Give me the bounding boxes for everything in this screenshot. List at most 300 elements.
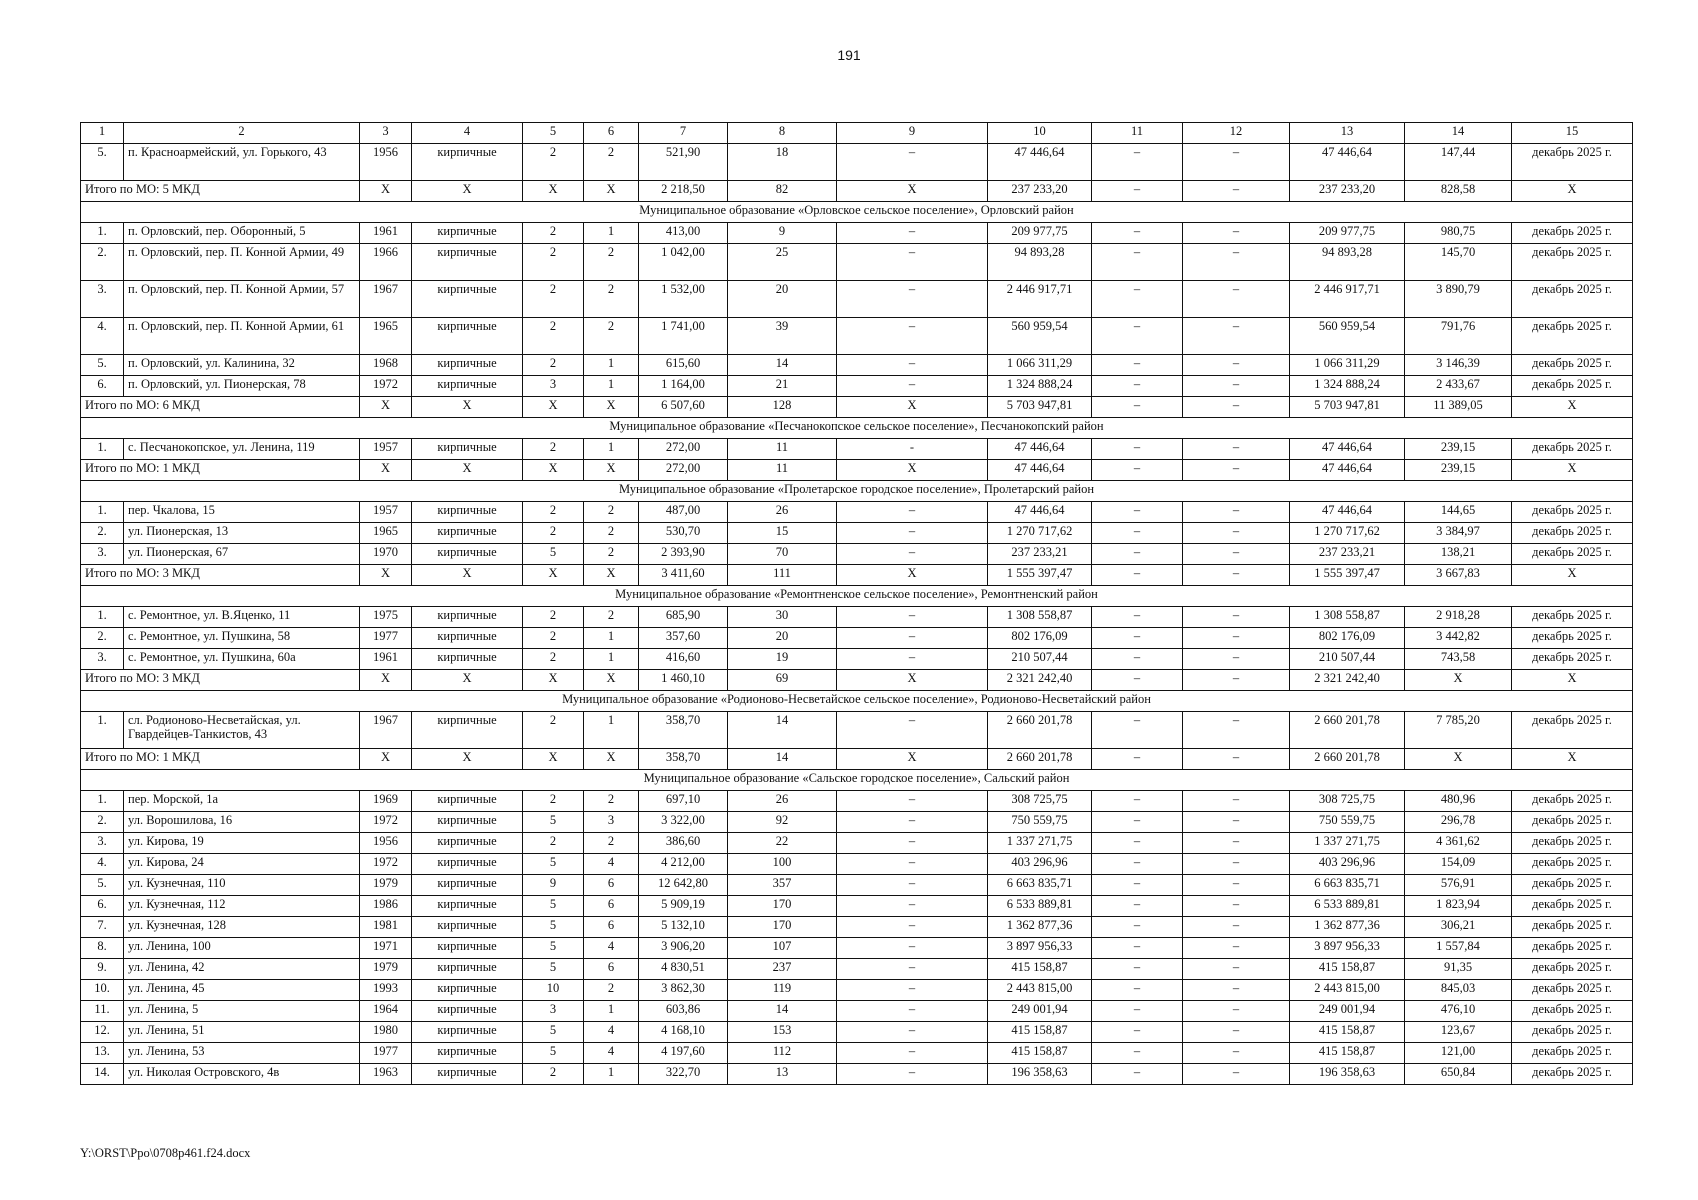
table-cell: 30 [728, 607, 837, 628]
table-cell: 237 233,21 [988, 544, 1092, 565]
table-cell: 145,70 [1405, 244, 1512, 281]
table-cell: 6 [584, 875, 639, 896]
table-cell: – [1092, 544, 1183, 565]
table-body [81, 123, 1633, 1085]
table-cell: – [1183, 318, 1290, 355]
table-cell: 210 507,44 [1290, 649, 1405, 670]
table-cell: 750 559,75 [1290, 812, 1405, 833]
address-cell: п. Орловский, ул. Пионерская, 78 [124, 376, 360, 397]
table-cell: 1 270 717,62 [1290, 523, 1405, 544]
total-cell: 47 446,64 [1290, 460, 1405, 481]
table-cell: декабрь 2025 г. [1512, 712, 1633, 749]
table-row [81, 544, 1633, 565]
table-cell: 603,86 [639, 1001, 728, 1022]
row-number: 1. [81, 502, 124, 523]
table-row [81, 1043, 1633, 1064]
table-cell: 3 442,82 [1405, 628, 1512, 649]
table-cell: – [1092, 523, 1183, 544]
table-cell: 170 [728, 917, 837, 938]
table-row [81, 439, 1633, 460]
table-cell: 308 725,75 [988, 791, 1092, 812]
table-cell: 1977 [360, 628, 412, 649]
section-header-row [81, 691, 1633, 712]
table-cell: кирпичные [412, 980, 523, 1001]
total-cell: 2 321 242,40 [988, 670, 1092, 691]
table-cell: 415 158,87 [1290, 959, 1405, 980]
column-number: 6 [584, 123, 639, 144]
table-cell: декабрь 2025 г. [1512, 607, 1633, 628]
table-cell: – [1183, 917, 1290, 938]
table-cell: 413,00 [639, 223, 728, 244]
total-cell: 111 [728, 565, 837, 586]
table-row [81, 791, 1633, 812]
table-cell: 1963 [360, 1064, 412, 1085]
total-cell: X [412, 670, 523, 691]
table-cell: 6 663 835,71 [988, 875, 1092, 896]
table-cell: 5 [523, 938, 584, 959]
total-cell: 47 446,64 [988, 460, 1092, 481]
table-cell: – [1092, 376, 1183, 397]
table-cell: 743,58 [1405, 649, 1512, 670]
table-cell: 1969 [360, 791, 412, 812]
table-cell: 5 132,10 [639, 917, 728, 938]
table-cell: 802 176,09 [988, 628, 1092, 649]
column-number: 1 [81, 123, 124, 144]
table-cell: 18 [728, 144, 837, 181]
table-cell: 1 362 877,36 [988, 917, 1092, 938]
column-number: 8 [728, 123, 837, 144]
table-cell: 3 [584, 812, 639, 833]
total-cell: X [360, 670, 412, 691]
table-row [81, 502, 1633, 523]
column-number: 7 [639, 123, 728, 144]
row-number: 1. [81, 712, 124, 749]
table-cell: 26 [728, 791, 837, 812]
table-cell: 1977 [360, 1043, 412, 1064]
table-cell: – [837, 833, 988, 854]
table-cell: 2 [584, 318, 639, 355]
table-cell: 1966 [360, 244, 412, 281]
table-row [81, 712, 1633, 749]
table-cell: 480,96 [1405, 791, 1512, 812]
table-cell: 14 [728, 712, 837, 749]
table-cell: декабрь 2025 г. [1512, 791, 1633, 812]
table-cell: 20 [728, 281, 837, 318]
table-cell: 1 [584, 355, 639, 376]
row-number: 10. [81, 980, 124, 1001]
table-cell: – [1092, 959, 1183, 980]
table-cell: 2 [584, 502, 639, 523]
total-cell: X [837, 670, 988, 691]
table-cell: 123,67 [1405, 1022, 1512, 1043]
table-cell: 2 [584, 144, 639, 181]
table-cell: кирпичные [412, 959, 523, 980]
address-cell: ул. Ворошилова, 16 [124, 812, 360, 833]
table-cell: 3 384,97 [1405, 523, 1512, 544]
table-row [81, 1022, 1633, 1043]
total-cell: X [412, 181, 523, 202]
address-cell: ул. Ленина, 5 [124, 1001, 360, 1022]
table-cell: кирпичные [412, 875, 523, 896]
municipality-heading: Муниципальное образование «Песчанокопское сельское поселение», Песчанокопский район [81, 418, 1633, 439]
table-cell: – [1092, 439, 1183, 460]
row-number: 1. [81, 607, 124, 628]
row-number: 9. [81, 959, 124, 980]
table-cell: кирпичные [412, 144, 523, 181]
table-cell: 2 660 201,78 [988, 712, 1092, 749]
total-cell: X [360, 460, 412, 481]
table-cell: 415 158,87 [988, 1022, 1092, 1043]
table-cell: кирпичные [412, 376, 523, 397]
table-cell: 4 361,62 [1405, 833, 1512, 854]
table-cell: 2 [523, 244, 584, 281]
table-cell: – [1183, 223, 1290, 244]
column-number: 13 [1290, 123, 1405, 144]
total-cell: – [1183, 670, 1290, 691]
table-cell: – [837, 980, 988, 1001]
table-cell: 19 [728, 649, 837, 670]
table-cell: – [1092, 628, 1183, 649]
table-row [81, 833, 1633, 854]
table-row [81, 318, 1633, 355]
table-cell: 13 [728, 1064, 837, 1085]
row-number: 2. [81, 244, 124, 281]
table-cell: – [837, 544, 988, 565]
table-cell: кирпичные [412, 318, 523, 355]
total-cell: X [1512, 749, 1633, 770]
table-cell: – [1183, 812, 1290, 833]
row-number: 4. [81, 318, 124, 355]
table-cell: 791,76 [1405, 318, 1512, 355]
table-cell: 2 [584, 244, 639, 281]
table-cell: – [1092, 318, 1183, 355]
table-cell: декабрь 2025 г. [1512, 833, 1633, 854]
table-cell: 2 [584, 281, 639, 318]
table-cell: – [837, 1001, 988, 1022]
total-cell: X [1512, 670, 1633, 691]
table-cell: – [1092, 1001, 1183, 1022]
table-cell: 3 [523, 376, 584, 397]
total-cell: 1 555 397,47 [988, 565, 1092, 586]
table-cell: 4 [584, 1043, 639, 1064]
table-cell: 39 [728, 318, 837, 355]
table-cell: декабрь 2025 г. [1512, 523, 1633, 544]
table-cell: 615,60 [639, 355, 728, 376]
table-cell: 20 [728, 628, 837, 649]
table-cell: – [837, 712, 988, 749]
table-cell: 237 233,21 [1290, 544, 1405, 565]
table-cell: декабрь 2025 г. [1512, 812, 1633, 833]
address-cell: пер. Чкалова, 15 [124, 502, 360, 523]
table-cell: декабрь 2025 г. [1512, 544, 1633, 565]
table-cell: кирпичные [412, 1022, 523, 1043]
table-cell: декабрь 2025 г. [1512, 938, 1633, 959]
table-cell: 308 725,75 [1290, 791, 1405, 812]
table-cell: 1 [584, 649, 639, 670]
table-cell: декабрь 2025 г. [1512, 318, 1633, 355]
total-cell: X [523, 670, 584, 691]
table-cell: 1 042,00 [639, 244, 728, 281]
address-cell: п. Орловский, пер. П. Конной Армии, 57 [124, 281, 360, 318]
table-row [81, 223, 1633, 244]
table-cell: 249 001,94 [988, 1001, 1092, 1022]
table-cell: 25 [728, 244, 837, 281]
table-cell: кирпичные [412, 917, 523, 938]
table-cell: 3 862,30 [639, 980, 728, 1001]
municipality-heading: Муниципальное образование «Пролетарское городское поселение», Пролетарский район [81, 481, 1633, 502]
address-cell: ул. Ленина, 45 [124, 980, 360, 1001]
table-row [81, 1064, 1633, 1085]
total-cell: X [1512, 460, 1633, 481]
table-cell: кирпичные [412, 1001, 523, 1022]
total-row [81, 749, 1633, 770]
table-cell: 1970 [360, 544, 412, 565]
table-cell: – [1092, 649, 1183, 670]
address-cell: пер. Морской, 1а [124, 791, 360, 812]
table-cell: – [837, 144, 988, 181]
address-cell: ул. Пионерская, 13 [124, 523, 360, 544]
table-cell: – [837, 223, 988, 244]
table-cell: декабрь 2025 г. [1512, 502, 1633, 523]
total-cell: – [1092, 397, 1183, 418]
table-cell: – [837, 376, 988, 397]
table-cell: 357,60 [639, 628, 728, 649]
table-cell: 2 [584, 523, 639, 544]
total-cell: – [1183, 749, 1290, 770]
table-cell: – [1183, 355, 1290, 376]
row-number: 4. [81, 854, 124, 875]
row-number: 6. [81, 376, 124, 397]
address-cell: п. Орловский, ул. Калинина, 32 [124, 355, 360, 376]
table-row [81, 1001, 1633, 1022]
total-cell: 2 218,50 [639, 181, 728, 202]
table-cell: 2 [584, 980, 639, 1001]
table-cell: 94 893,28 [1290, 244, 1405, 281]
table-cell: 14 [728, 355, 837, 376]
table-cell: 560 959,54 [988, 318, 1092, 355]
column-number: 11 [1092, 123, 1183, 144]
table-cell: 2 446 917,71 [1290, 281, 1405, 318]
table-cell: 2 [523, 628, 584, 649]
table-cell: 296,78 [1405, 812, 1512, 833]
section-header-row [81, 481, 1633, 502]
table-cell: – [837, 917, 988, 938]
table-cell: декабрь 2025 г. [1512, 649, 1633, 670]
table-cell: 1975 [360, 607, 412, 628]
table-cell: кирпичные [412, 854, 523, 875]
total-cell: X [412, 397, 523, 418]
table-cell: – [837, 791, 988, 812]
total-label: Итого по МО: 3 МКД [81, 670, 360, 691]
table-cell: 22 [728, 833, 837, 854]
table-cell: декабрь 2025 г. [1512, 959, 1633, 980]
table-cell: – [837, 1043, 988, 1064]
table-cell: 70 [728, 544, 837, 565]
table-cell: 750 559,75 [988, 812, 1092, 833]
table-cell: 237 [728, 959, 837, 980]
table-cell: – [1183, 1022, 1290, 1043]
total-cell: X [412, 749, 523, 770]
table-cell: кирпичные [412, 244, 523, 281]
table-cell: 2 918,28 [1405, 607, 1512, 628]
table-cell: 2 [523, 1064, 584, 1085]
row-number: 14. [81, 1064, 124, 1085]
table-cell: – [1183, 938, 1290, 959]
table-cell: 9 [728, 223, 837, 244]
total-cell: – [1183, 181, 1290, 202]
table-cell: – [1092, 896, 1183, 917]
table-cell: 1 532,00 [639, 281, 728, 318]
table-cell: – [1092, 244, 1183, 281]
table-cell: 3 890,79 [1405, 281, 1512, 318]
total-cell: X [837, 181, 988, 202]
total-cell: 1 460,10 [639, 670, 728, 691]
table-cell: 2 [584, 607, 639, 628]
column-number-row [81, 123, 1633, 144]
address-cell: ул. Кузнечная, 110 [124, 875, 360, 896]
table-cell: 47 446,64 [988, 144, 1092, 181]
total-cell: 237 233,20 [988, 181, 1092, 202]
total-cell: X [1512, 181, 1633, 202]
table-cell: 1 [584, 628, 639, 649]
address-cell: сл. Родионово-Несветайская, ул. Гвардейцев-Танкистов, 43 [124, 712, 360, 749]
table-cell: кирпичные [412, 649, 523, 670]
table-cell: 272,00 [639, 439, 728, 460]
table-cell: 415 158,87 [1290, 1022, 1405, 1043]
table-cell: – [837, 607, 988, 628]
table-cell: – [1183, 833, 1290, 854]
table-cell: 3 906,20 [639, 938, 728, 959]
table-cell: кирпичные [412, 1043, 523, 1064]
table-cell: кирпичные [412, 281, 523, 318]
table-cell: 358,70 [639, 712, 728, 749]
table-cell: декабрь 2025 г. [1512, 144, 1633, 181]
total-cell: X [584, 749, 639, 770]
table-cell: – [837, 1022, 988, 1043]
total-cell: 128 [728, 397, 837, 418]
table-cell: 1961 [360, 649, 412, 670]
table-cell: – [1183, 281, 1290, 318]
table-cell: – [837, 959, 988, 980]
table-cell: 1 324 888,24 [1290, 376, 1405, 397]
table-cell: – [1183, 896, 1290, 917]
total-cell: – [1092, 749, 1183, 770]
table-cell: 1981 [360, 917, 412, 938]
table-cell: 1 557,84 [1405, 938, 1512, 959]
total-cell: X [523, 460, 584, 481]
table-cell: 3 897 956,33 [988, 938, 1092, 959]
total-cell: 3 411,60 [639, 565, 728, 586]
table-cell: – [1092, 980, 1183, 1001]
table-cell: 5 [523, 854, 584, 875]
table-cell: 147,44 [1405, 144, 1512, 181]
row-number: 3. [81, 833, 124, 854]
table-cell: декабрь 2025 г. [1512, 439, 1633, 460]
total-row [81, 397, 1633, 418]
address-cell: с. Ремонтное, ул. Пушкина, 58 [124, 628, 360, 649]
total-cell: – [1183, 565, 1290, 586]
table-row [81, 607, 1633, 628]
table-cell: 1957 [360, 502, 412, 523]
table-cell: 47 446,64 [1290, 439, 1405, 460]
address-cell: п. Красноармейский, ул. Горького, 43 [124, 144, 360, 181]
file-path-footer: Y:\ORST\Ppo\0708p461.f24.docx [80, 1146, 251, 1160]
table-cell: 415 158,87 [1290, 1043, 1405, 1064]
table-cell: 1 [584, 439, 639, 460]
table-cell: 845,03 [1405, 980, 1512, 1001]
table-cell: – [837, 281, 988, 318]
address-cell: ул. Кирова, 24 [124, 854, 360, 875]
table-cell: 2 433,67 [1405, 376, 1512, 397]
table-cell: 1979 [360, 959, 412, 980]
page-number: 191 [837, 47, 861, 63]
table-cell: 560 959,54 [1290, 318, 1405, 355]
table-cell: 1 308 558,87 [988, 607, 1092, 628]
row-number: 6. [81, 896, 124, 917]
total-cell: 5 703 947,81 [1290, 397, 1405, 418]
total-label: Итого по МО: 5 МКД [81, 181, 360, 202]
table-cell: кирпичные [412, 712, 523, 749]
table-cell: – [837, 355, 988, 376]
table-cell: – [1092, 144, 1183, 181]
table-cell: 2 660 201,78 [1290, 712, 1405, 749]
table-cell: декабрь 2025 г. [1512, 1064, 1633, 1085]
address-cell: ул. Ленина, 51 [124, 1022, 360, 1043]
total-cell: 2 660 201,78 [1290, 749, 1405, 770]
total-cell: X [1405, 670, 1512, 691]
column-number: 12 [1183, 123, 1290, 144]
table-row [81, 854, 1633, 875]
address-cell: п. Орловский, пер. Оборонный, 5 [124, 223, 360, 244]
table-cell: – [1183, 1001, 1290, 1022]
row-number: 3. [81, 544, 124, 565]
table-cell: 100 [728, 854, 837, 875]
table-cell: декабрь 2025 г. [1512, 281, 1633, 318]
table-cell: 5 [523, 544, 584, 565]
table-cell: 6 [584, 959, 639, 980]
table-cell: 1967 [360, 281, 412, 318]
address-cell: с. Песчанокопское, ул. Ленина, 119 [124, 439, 360, 460]
table-cell: 802 176,09 [1290, 628, 1405, 649]
table-cell: 10 [523, 980, 584, 1001]
table-row [81, 244, 1633, 281]
table-cell: 1 [584, 1001, 639, 1022]
total-cell: 272,00 [639, 460, 728, 481]
column-number: 15 [1512, 123, 1633, 144]
table-cell: – [1183, 607, 1290, 628]
address-cell: ул. Пионерская, 67 [124, 544, 360, 565]
table-cell: 91,35 [1405, 959, 1512, 980]
total-row [81, 565, 1633, 586]
table-cell: 1 164,00 [639, 376, 728, 397]
table-cell: 1965 [360, 318, 412, 355]
column-number: 9 [837, 123, 988, 144]
table-cell: 209 977,75 [1290, 223, 1405, 244]
table-cell: 306,21 [1405, 917, 1512, 938]
table-cell: декабрь 2025 г. [1512, 1001, 1633, 1022]
total-cell: 69 [728, 670, 837, 691]
row-number: 2. [81, 812, 124, 833]
table-cell: – [1183, 1043, 1290, 1064]
housing-register-table [80, 122, 1633, 1085]
table-row [81, 376, 1633, 397]
table-cell: – [1183, 544, 1290, 565]
total-cell: – [1092, 181, 1183, 202]
table-cell: 2 [523, 439, 584, 460]
total-cell: 14 [728, 749, 837, 770]
table-cell: 1965 [360, 523, 412, 544]
address-cell: с. Ремонтное, ул. Пушкина, 60а [124, 649, 360, 670]
